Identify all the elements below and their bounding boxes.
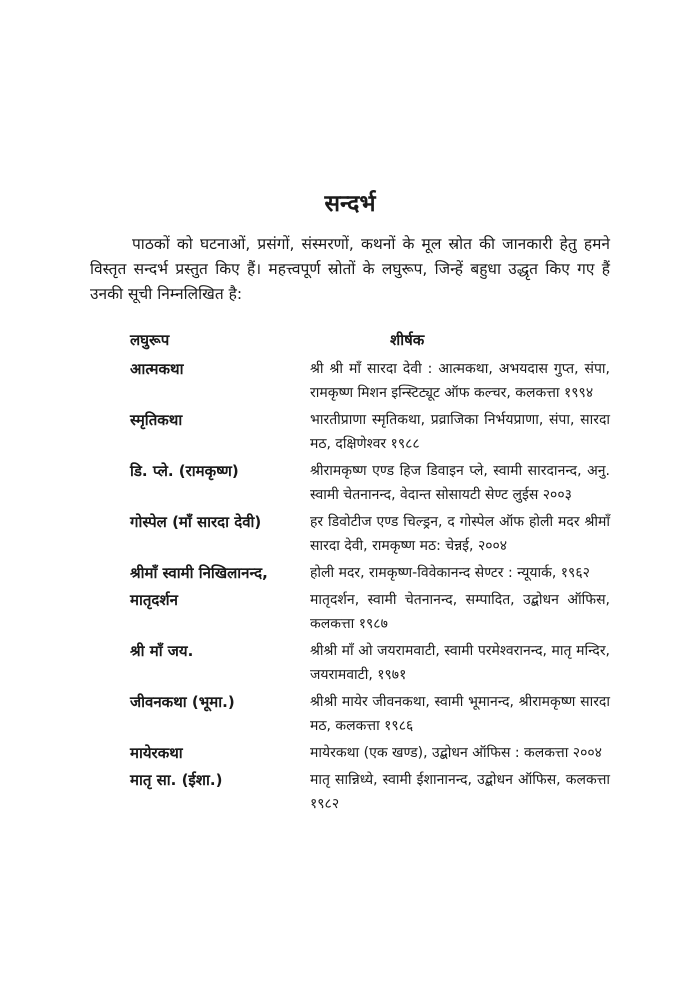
entry-description: भारतीप्राणा स्मृतिकथा, प्रव्राजिका निर्भयप्राणा, संपा, सारदा मठ, दक्षिणेश्वर १९८८ bbox=[310, 412, 610, 452]
entry-description: हर डिवोटीज एण्ड चिल्ड्रन, द गोस्पेल ऑफ होली मदर श्रीमाँ सारदा देवी, रामकृष्ण मठ: चेन्नई, २००४ bbox=[310, 514, 610, 554]
entry-abbreviation: डि. प्ले. (रामकृष्ण) bbox=[130, 462, 239, 480]
entry-description: श्री श्री माँ सारदा देवी : आत्मकथा, अभयदास गुप्त, संपा, रामकृष्ण मिशन इन्स्टिट्यूट ऑफ कल्चर, कलकत्ता १९९४ bbox=[310, 361, 610, 401]
entry-description: श्रीश्री माँ ओ जयरामवाटी, स्वामी परमेश्वरानन्द, मातृ मन्दिर, जयरामवाटी, १९७१ bbox=[310, 643, 610, 683]
entry-abbreviation: जीवनकथा (भूमा.) bbox=[130, 693, 235, 711]
intro-paragraph bbox=[90, 232, 610, 307]
intro-text: पाठकों को घटनाओं, प्रसंगों, संस्मरणों, कथनों के मूल स्रोत की जानकारी हेतु हमने विस्तृत सन्दर्भ प्रस्तुत किए हैं। महत्त्वपूर्ण स्रोतों के लघुरूप, जिन्हें बहुधा उद्धृत किए गए हैं उनकी सूची निम्नलिखित है: bbox=[90, 235, 610, 303]
column-header-abbreviation: लघुरूप bbox=[130, 331, 170, 349]
entry-abbreviation: स्मृतिकथा bbox=[130, 411, 183, 429]
entry-description: होली मदर, रामकृष्ण-विवेकानन्द सेण्टर : न्यूयार्क, १९६२ bbox=[310, 565, 590, 581]
reference-entry bbox=[130, 639, 610, 687]
entry-abbreviation: आत्मकथा bbox=[130, 360, 184, 378]
reference-entry bbox=[130, 459, 610, 507]
entry-abbreviation: मातृ सा. (ईशा.) bbox=[130, 771, 223, 789]
entry-description: मायेरकथा (एक खण्ड), उद्बोधन ऑफिस : कलकत्ता २००४ bbox=[310, 745, 602, 761]
entry-description: श्रीश्री मायेर जीवनकथा, स्वामी भूमानन्द, श्रीरामकृष्ण सारदा मठ, कलकत्ता १९८६ bbox=[310, 694, 610, 734]
entry-abbreviation: मातृदर्शन bbox=[130, 591, 178, 609]
reference-entry bbox=[130, 588, 610, 636]
reference-list bbox=[130, 357, 610, 816]
entry-abbreviation: मायेरकथा bbox=[130, 744, 183, 762]
reference-entry bbox=[130, 768, 610, 816]
reference-entry bbox=[130, 408, 610, 456]
entry-description: मातृदर्शन, स्वामी चेतनानन्द, सम्पादित, उद्बोधन ऑफिस, कलकत्ता १९८७ bbox=[310, 592, 610, 632]
reference-entry bbox=[130, 690, 610, 738]
entry-description: मातृ सान्निध्ये, स्वामी ईशानानन्द, उद्बोधन ऑफिस, कलकत्ता १९८२ bbox=[310, 772, 610, 812]
entry-abbreviation: गोस्पेल (माँ सारदा देवी) bbox=[130, 513, 262, 531]
entry-abbreviation: श्री माँ जय. bbox=[130, 642, 194, 660]
column-header-title: शीर्षक bbox=[390, 331, 425, 349]
page-title: सन्दर्भ bbox=[324, 191, 376, 217]
reference-entry bbox=[130, 357, 610, 405]
entry-abbreviation: श्रीमाँ स्वामी निखिलानन्द, bbox=[130, 564, 268, 582]
reference-entry bbox=[130, 561, 610, 585]
reference-entry bbox=[130, 741, 610, 765]
reference-entry bbox=[130, 510, 610, 558]
entry-description: श्रीरामकृष्ण एण्ड हिज डिवाइन प्ले, स्वामी सारदानन्द, अनु. स्वामी चेतनानन्द, वेदान्त सोसायटी सेण्ट लुईस २००३ bbox=[310, 463, 610, 503]
